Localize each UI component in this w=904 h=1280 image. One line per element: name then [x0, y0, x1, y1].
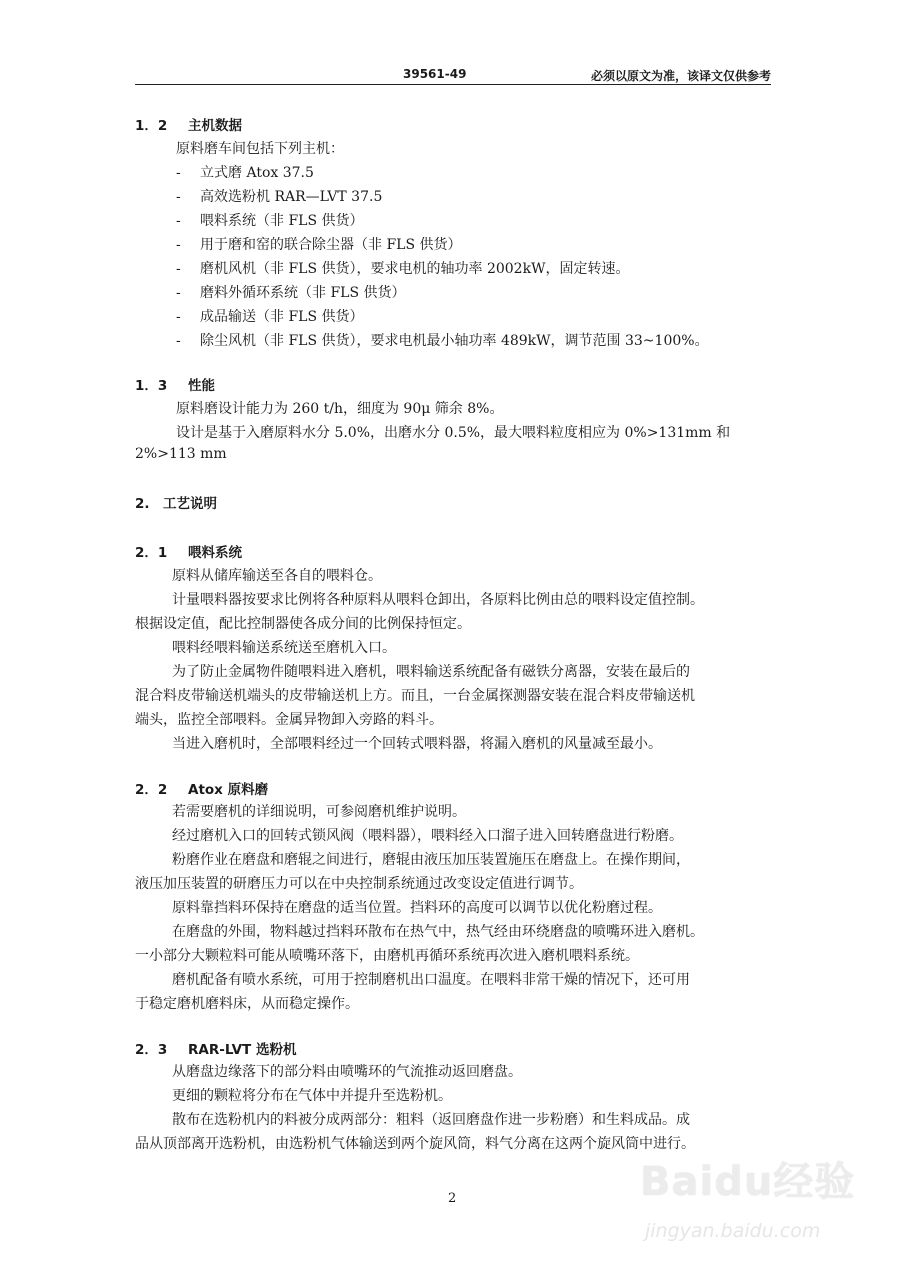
- section-heading-1-2: [135, 114, 242, 134]
- section-number: 2．1: [135, 545, 168, 561]
- section-heading-2-3: [135, 1038, 296, 1058]
- paragraph-line: 若需要磨机的详细说明，可参阅磨机维护说明。: [172, 804, 466, 820]
- list-item-text: 成品输送（非 FLS 供货）: [200, 309, 364, 325]
- paragraph-line: 更细的颗粒将分布在气体中并提升至选粉机。: [172, 1088, 452, 1104]
- list-item-text: 磨机风机（非 FLS 供货），要求电机的轴功率 2002kW，固定转速。: [200, 261, 630, 277]
- list-item: - 高效选粉机 RAR—LVT 37.5: [176, 189, 383, 205]
- section-title: 工艺说明: [163, 496, 217, 512]
- section-title: RAR-LVT 选粉机: [188, 1042, 297, 1058]
- list-item: - 除尘风机（非 FLS 供货），要求电机最小轴功率 489kW，调节范围 33~100%。: [176, 333, 709, 349]
- paragraph-line: 品从顶部离开选粉机，由选粉机气体输送到两个旋风筒，料气分离在这两个旋风筒中进行。: [135, 1136, 695, 1152]
- list-item-text: 高效选粉机 RAR—LVT 37.5: [200, 189, 383, 205]
- paragraph-line: 从磨盘边缘落下的部分料由喷嘴环的气流推动返回磨盘。: [172, 1064, 522, 1080]
- paragraph-line: 设计是基于入磨原料水分 5.0%，出磨水分 0.5%，最大喂料粒度相应为 0%>131mm 和: [176, 425, 731, 441]
- section-heading-2: [135, 492, 217, 512]
- paragraph-line: 液压加压装置的研磨压力可以在中央控制系统通过改变设定值进行调节。: [135, 876, 583, 892]
- section-number: 1．2: [135, 118, 168, 134]
- list-item-text: 除尘风机（非 FLS 供货），要求电机最小轴功率 489kW，调节范围 33~100%。: [200, 333, 709, 349]
- paragraph-line: 混合料皮带输送机端头的皮带输送机上方。而且，一台金属探测器安装在混合料皮带输送机: [135, 688, 695, 704]
- section-number: 2.: [135, 496, 150, 512]
- watermark-url: jingyan.baidu.com: [645, 1220, 821, 1242]
- paragraph-line: 粉磨作业在磨盘和磨辊之间进行，磨辊由液压加压装置施压在磨盘上。在操作期间，: [172, 852, 690, 868]
- paragraph-line: 在磨盘的外围，物料越过挡料环散布在热气中，热气经由环绕磨盘的喷嘴环进入磨机。: [172, 924, 704, 940]
- list-item-text: 喂料系统（非 FLS 供货）: [200, 213, 364, 229]
- list-item: - 磨料外循环系统（非 FLS 供货）: [176, 285, 406, 301]
- list-item: - 喂料系统（非 FLS 供货）: [176, 213, 364, 229]
- list-item: - 成品输送（非 FLS 供货）: [176, 309, 364, 325]
- page-header: [135, 64, 771, 85]
- list-item-text: 立式磨 Atox 37.5: [200, 165, 314, 181]
- list-item-text: 用于磨和窑的联合除尘器（非 FLS 供货）: [200, 237, 462, 253]
- paragraph-line: 当进入磨机时，全部喂料经过一个回转式喂料器，将漏入磨机的风量减至最小。: [172, 736, 662, 752]
- section-number: 1．3: [135, 378, 168, 394]
- section-title: 主机数据: [188, 118, 242, 134]
- translation-note: 必须以原文为准，该译文仅供参考: [590, 69, 771, 83]
- list-item: - 磨机风机（非 FLS 供货），要求电机的轴功率 2002kW，固定转速。: [176, 261, 630, 277]
- paragraph-line: 计量喂料器按要求比例将各种原料从喂料仓卸出，各原料比例由总的喂料设定值控制。: [172, 592, 704, 608]
- paragraph-line: 一小部分大颗粒料可能从喷嘴环落下，由磨机再循环系统再次进入磨机喂料系统。: [135, 948, 639, 964]
- paragraph-line: 原料靠挡料环保持在磨盘的适当位置。挡料环的高度可以调节以优化粉磨过程。: [172, 900, 662, 916]
- list-item: - 立式磨 Atox 37.5: [176, 165, 314, 181]
- paragraph-line: 喂料经喂料输送系统送至磨机入口。: [172, 640, 396, 656]
- paragraph-line: 根据设定值，配比控制器使各成分间的比例保持恒定。: [135, 616, 471, 632]
- paragraph-line: 原料磨设计能力为 260 t/h，细度为 90μ 筛余 8%。: [176, 401, 504, 417]
- section-title: Atox 原料磨: [188, 782, 269, 798]
- doc-number: 39561-49: [403, 67, 467, 81]
- paragraph: 原料磨车间包括下列主机：: [176, 141, 344, 157]
- paragraph-line: 磨机配备有喷水系统，可用于控制磨机出口温度。在喂料非常干燥的情况下，还可用: [172, 972, 690, 988]
- section-number: 2．3: [135, 1042, 168, 1058]
- paragraph-line: 端头，监控全部喂料。金属异物卸入旁路的料斗。: [135, 712, 443, 728]
- watermark-brand: Baidu经验: [640, 1159, 856, 1205]
- paragraph-line: 于稳定磨机磨料床，从而稳定操作。: [135, 996, 359, 1012]
- paragraph-line: 原料从储库输送至各自的喂料仓。: [172, 568, 382, 584]
- baidu-watermark: [640, 1150, 895, 1265]
- page-number: 2: [448, 1191, 457, 1206]
- section-title: 性能: [188, 378, 215, 394]
- list-item-text: 磨料外循环系统（非 FLS 供货）: [200, 285, 406, 301]
- paragraph-line: 2%>113 mm: [135, 446, 227, 462]
- section-title: 喂料系统: [188, 545, 242, 561]
- paragraph-line: 经过磨机入口的回转式锁风阀（喂料器），喂料经入口溜子进入回转磨盘进行粉磨。: [172, 828, 683, 844]
- section-heading-1-3: [135, 374, 215, 394]
- section-heading-2-1: [135, 541, 242, 561]
- section-heading-2-2: [135, 778, 268, 798]
- list-item: - 用于磨和窑的联合除尘器（非 FLS 供货）: [176, 237, 462, 253]
- paragraph-line: 散布在选粉机内的料被分成两部分：粗料（返回磨盘作进一步粉磨）和生料成品。成: [172, 1112, 690, 1128]
- paragraph-line: 为了防止金属物件随喂料进入磨机，喂料输送系统配备有磁铁分离器，安装在最后的: [172, 664, 690, 680]
- section-number: 2．2: [135, 782, 168, 798]
